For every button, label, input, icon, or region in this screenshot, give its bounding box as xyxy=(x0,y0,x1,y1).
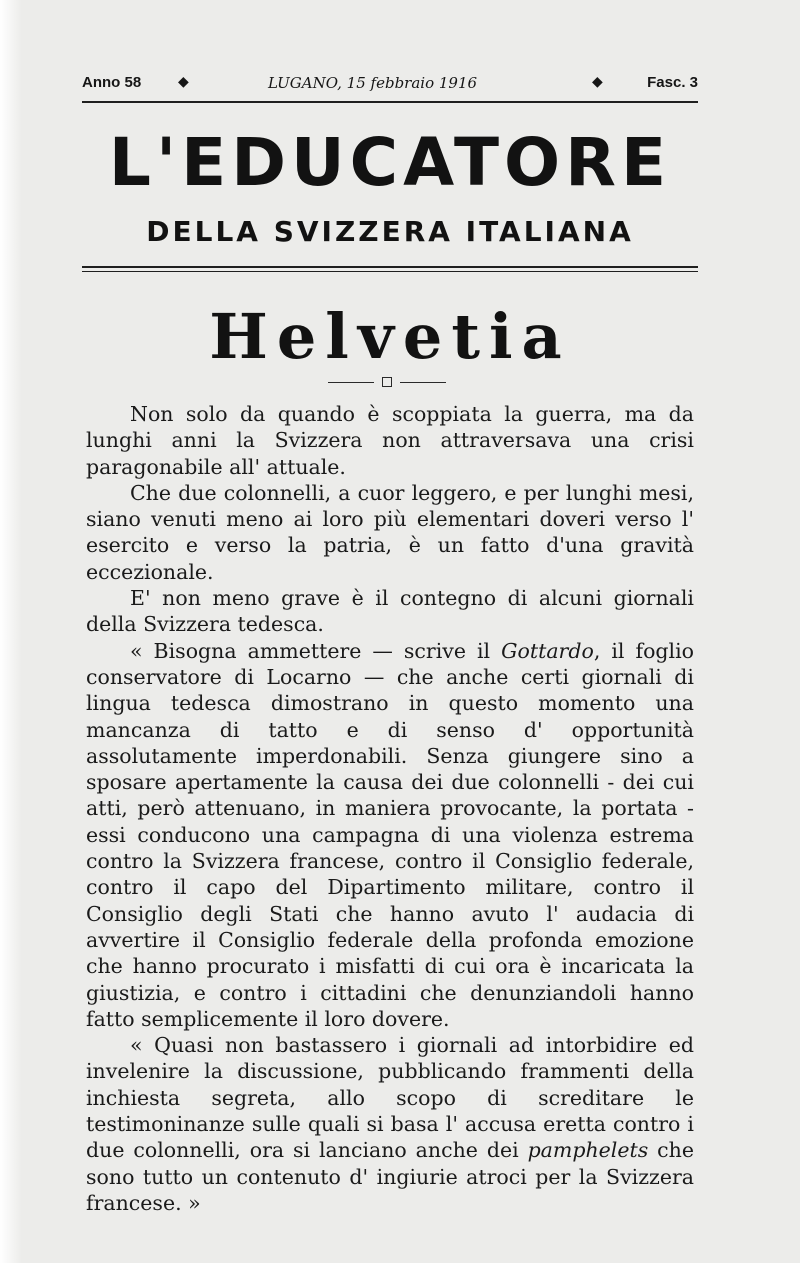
paragraph: E' non meno grave è il contegno di alcuni giornali della Svizzera tedesca. xyxy=(86,586,694,637)
paragraph: « Bisogna ammettere — scrive il Gottardo, il foglio conservatore di Locarno — che anche certi giornali di lingua tedesca dimostrano in questo momento una mancanza di tatto e di senso d' opportunità assolutamente imperdonabili. Senza giungere sino a sposare apertamente la causa dei due colonnelli - dei cui atti, però attenuano, in maniera provocante, la portata - essi conducono una campagna di una violenza estrema contro la Svizzera francese, contro il Consiglio federale, contro il capo del Dipartimento militare, contro il Consiglio degli Stati che hanno avuto l' audacia di avvertire il Consiglio federale della profonda emozione che hanno procurato i misfatti di cui ora è incaricata la giustizia, e contro i cittadini che denunziandoli hanno fatto semplicemente il loro dovere. xyxy=(86,638,694,1031)
year-label: Anno 58 xyxy=(82,74,142,91)
header-rule xyxy=(82,101,698,103)
paragraph: Non solo da quando è scoppiata la guerra, ma da lunghi anni la Svizzera non attraversava una crisi paragonabile all' attuale. xyxy=(86,402,694,479)
paragraph: « Quasi non bastassero i giornali ad intorbidire ed invelenire la discussione, pubblicando frammenti della inchiesta segreta, allo scopo di screditare le testimoninanze sulle quali si basa l' accusa eretta contro i due colonnelli, ora si lanciano anche dei pamphelets che sono tutto un contenuto d' ingiurie atroci per la Svizzera francese. » xyxy=(86,1033,694,1215)
square-ornament-icon xyxy=(382,377,392,387)
article-body xyxy=(86,401,694,1216)
running-header xyxy=(82,72,698,100)
diamond-icon: ◆ xyxy=(178,74,189,90)
masthead-rule xyxy=(82,266,698,268)
ornament-divider xyxy=(328,376,448,388)
diamond-icon: ◆ xyxy=(592,74,603,90)
masthead-subtitle: DELLA SVIZZERA ITALIANA xyxy=(146,215,634,248)
issue-label: Fasc. 3 xyxy=(647,74,698,91)
paragraph: Che due colonnelli, a cuor leggero, e per lunghi mesi, siano venuti meno ai loro più elementari doveri verso l' esercito e verso la patria, è un fatto d'una gravità eccezionale. xyxy=(86,480,694,584)
masthead-rule-thin xyxy=(82,271,698,272)
masthead-title: L'EDUCATORE xyxy=(108,124,672,201)
article-title: Helvetia xyxy=(209,300,571,373)
dateline: LUGANO, 15 febbraio 1916 xyxy=(268,74,478,92)
